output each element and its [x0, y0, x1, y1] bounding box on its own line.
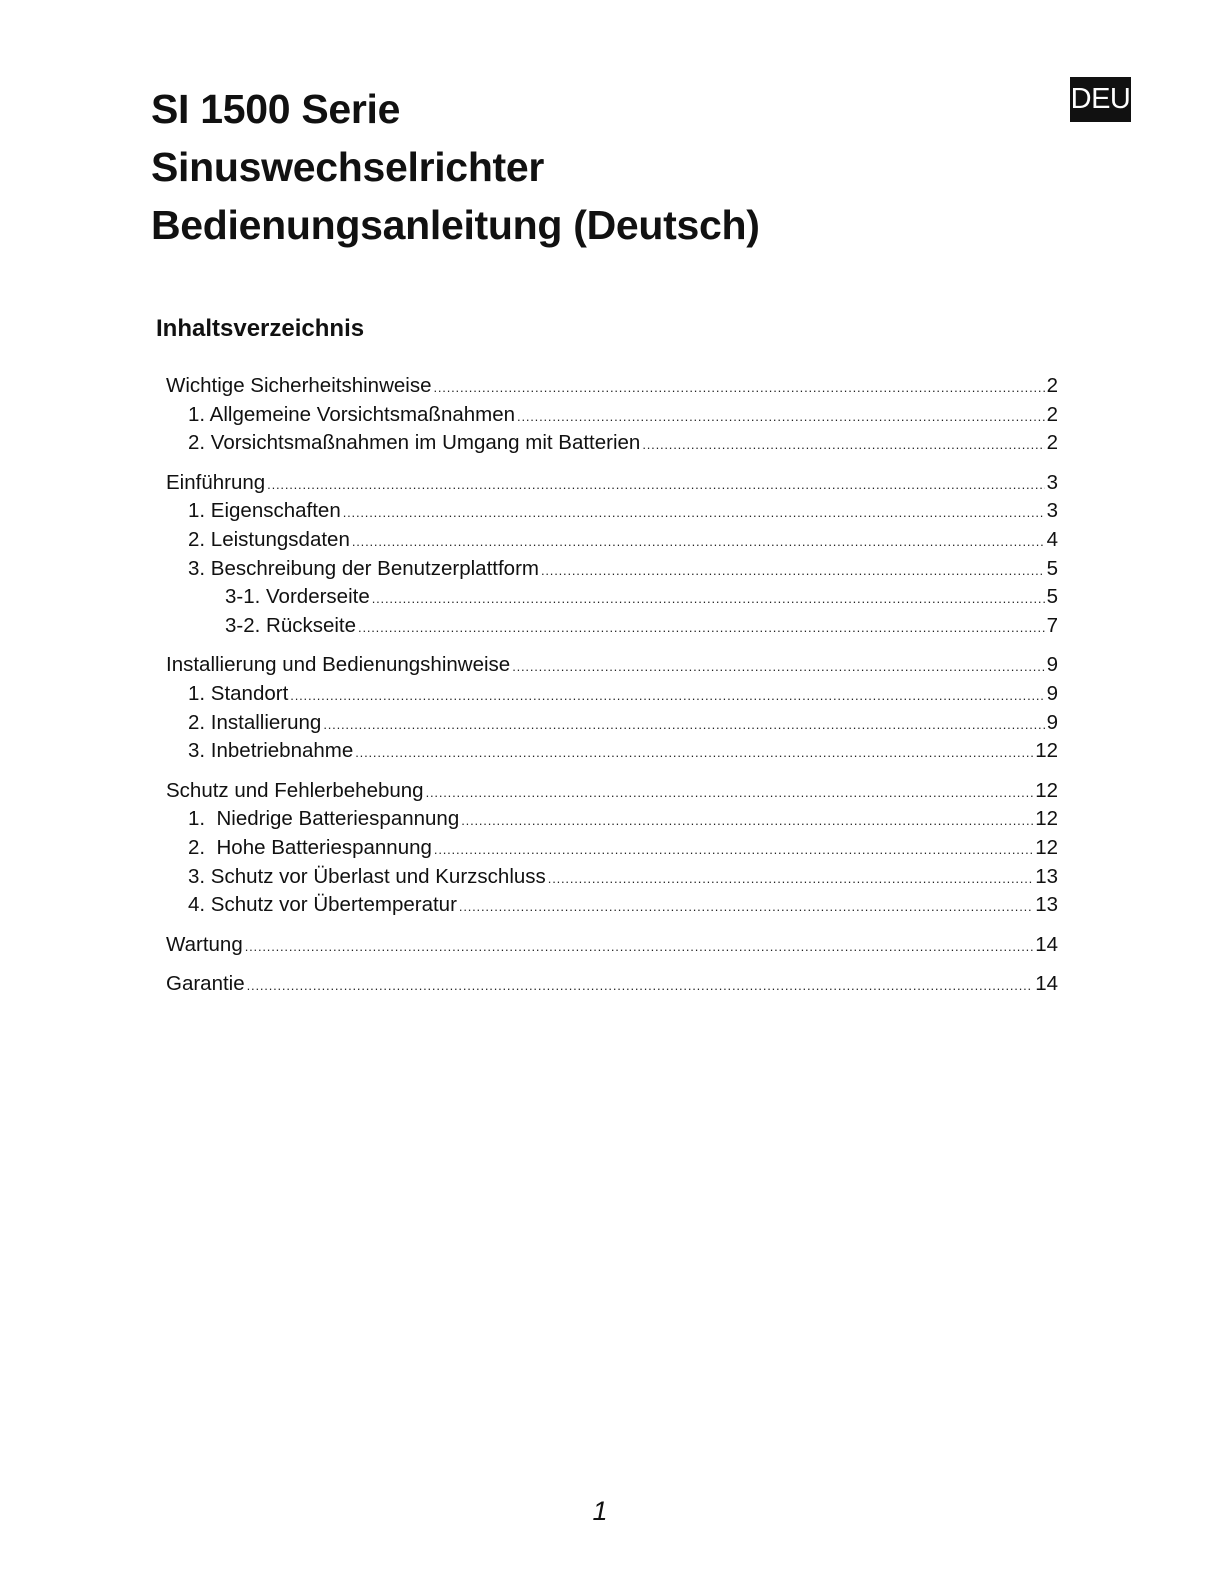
toc-entry-label: Installierung und Bedienungshinweise [166, 653, 511, 677]
toc-entry-leistungsdaten[interactable] [166, 526, 1058, 555]
toc-entry-rueckseite[interactable] [166, 612, 1058, 641]
toc-entry-page: 13 [1035, 893, 1058, 917]
toc-entry-label: 3. Beschreibung der Benutzerplattform [188, 556, 539, 580]
toc-entry-page: 14 [1035, 972, 1058, 996]
toc-entry-label: 1. Eigenschaften [188, 499, 341, 523]
toc-entry-page: 2 [1046, 374, 1058, 397]
dot-leader [267, 471, 1044, 500]
toc-entry-page: 5 [1046, 556, 1058, 580]
toc-entry-label: 3-2. Rückseite [225, 613, 357, 637]
table-of-contents [166, 372, 1058, 999]
toc-entry-page: 3 [1046, 499, 1058, 523]
toc-entry-page: 9 [1046, 681, 1058, 705]
toc-entry-page: 12 [1035, 807, 1058, 831]
toc-entry-schutz-fehlerbehebung[interactable] [166, 777, 1058, 806]
dot-leader [459, 893, 1033, 922]
dot-leader [343, 499, 1045, 528]
toc-entry-label: 3-1. Vorderseite [225, 585, 370, 609]
toc-entry-page: 12 [1035, 835, 1058, 859]
toc-entry-einfuehrung[interactable] [166, 469, 1058, 498]
page-number: 1 [592, 1496, 608, 1526]
toc-heading: Inhaltsverzeichnis [156, 315, 365, 342]
toc-entry-label: Wartung [166, 932, 243, 956]
dot-leader [355, 739, 1033, 768]
title-line-3: Bedienungsanleitung (Deutsch) [151, 202, 760, 248]
title-line-1: SI 1500 Serie [151, 86, 401, 132]
dot-leader [434, 836, 1033, 865]
document-title [151, 80, 760, 254]
toc-entry-benutzerplattform[interactable] [166, 555, 1058, 584]
dot-leader [461, 807, 1033, 836]
toc-entry-wartung[interactable] [166, 931, 1058, 960]
toc-entry-label: 1. Allgemeine Vorsichtsmaßnahmen [188, 402, 516, 426]
toc-entry-allgemeine-vorsichtsmassnahmen[interactable] [166, 401, 1058, 430]
toc-entry-installierung-bedienung[interactable] [166, 651, 1058, 680]
dot-leader [245, 933, 1033, 962]
dot-leader [352, 528, 1045, 557]
dot-leader [372, 585, 1045, 614]
dot-leader [426, 779, 1034, 808]
toc-entry-garantie[interactable] [166, 970, 1058, 999]
language-badge: DEU [1070, 77, 1131, 122]
toc-entry-page: 3 [1046, 470, 1058, 494]
toc-entry-sicherheitshinweise[interactable] [166, 372, 1058, 401]
toc-entry-page: 4 [1046, 527, 1058, 551]
toc-entry-page: 9 [1046, 653, 1058, 677]
toc-entry-label: 2. Vorsichtsmaßnahmen im Umgang mit Batterien [188, 431, 641, 455]
toc-entry-label: 2. Hohe Batteriespannung [188, 835, 432, 859]
toc-entry-hohe-batteriespannung[interactable] [166, 834, 1058, 863]
toc-entry-label: 2. Leistungsdaten [188, 527, 350, 551]
toc-entry-batterien[interactable] [166, 429, 1058, 458]
toc-entry-label: 3. Schutz vor Überlast und Kurzschluss [188, 864, 546, 888]
toc-entry-page: 9 [1046, 710, 1058, 734]
toc-entry-page: 14 [1035, 932, 1058, 956]
toc-entry-label: Schutz und Fehlerbehebung [166, 778, 424, 802]
toc-entry-niedrige-batteriespannung[interactable] [166, 805, 1058, 834]
toc-entry-label: Einführung [166, 470, 266, 494]
toc-entry-vorderseite[interactable] [166, 583, 1058, 612]
toc-entry-inbetriebnahme[interactable] [166, 737, 1058, 766]
toc-entry-page: 2 [1046, 402, 1058, 426]
dot-leader [433, 374, 1044, 403]
toc-entry-page: 5 [1046, 585, 1058, 609]
toc-entry-label: 1. Niedrige Batteriespannung [188, 807, 460, 831]
toc-entry-label: 2. Installierung [188, 710, 322, 734]
title-line-2: Sinuswechselrichter [151, 144, 545, 190]
dot-leader [541, 557, 1045, 586]
toc-entry-page: 12 [1035, 739, 1058, 763]
toc-entry-label: Garantie [166, 972, 245, 996]
toc-entry-page: 12 [1035, 778, 1058, 802]
toc-entry-ueberlast-kurzschluss[interactable] [166, 863, 1058, 892]
dot-leader [512, 653, 1044, 682]
dot-leader [290, 682, 1044, 711]
dot-leader [358, 614, 1045, 643]
dot-leader [642, 431, 1044, 460]
toc-entry-page: 13 [1035, 864, 1058, 888]
toc-entry-page: 2 [1046, 431, 1058, 455]
toc-entry-label: 1. Standort [188, 681, 289, 705]
toc-entry-label: 3. Inbetriebnahme [188, 739, 354, 763]
dot-leader [247, 972, 1034, 1001]
toc-entry-page: 7 [1046, 613, 1058, 637]
dot-leader [548, 865, 1033, 894]
toc-entry-label: 4. Schutz vor Übertemperatur [188, 893, 457, 917]
dot-leader [323, 711, 1044, 740]
toc-entry-uebertemperatur[interactable] [166, 891, 1058, 920]
toc-entry-label: Wichtige Sicherheitshinweise [166, 374, 432, 397]
dot-leader [517, 403, 1045, 432]
toc-entry-eigenschaften[interactable] [166, 497, 1058, 526]
toc-entry-standort[interactable] [166, 680, 1058, 709]
toc-entry-installierung[interactable] [166, 709, 1058, 738]
